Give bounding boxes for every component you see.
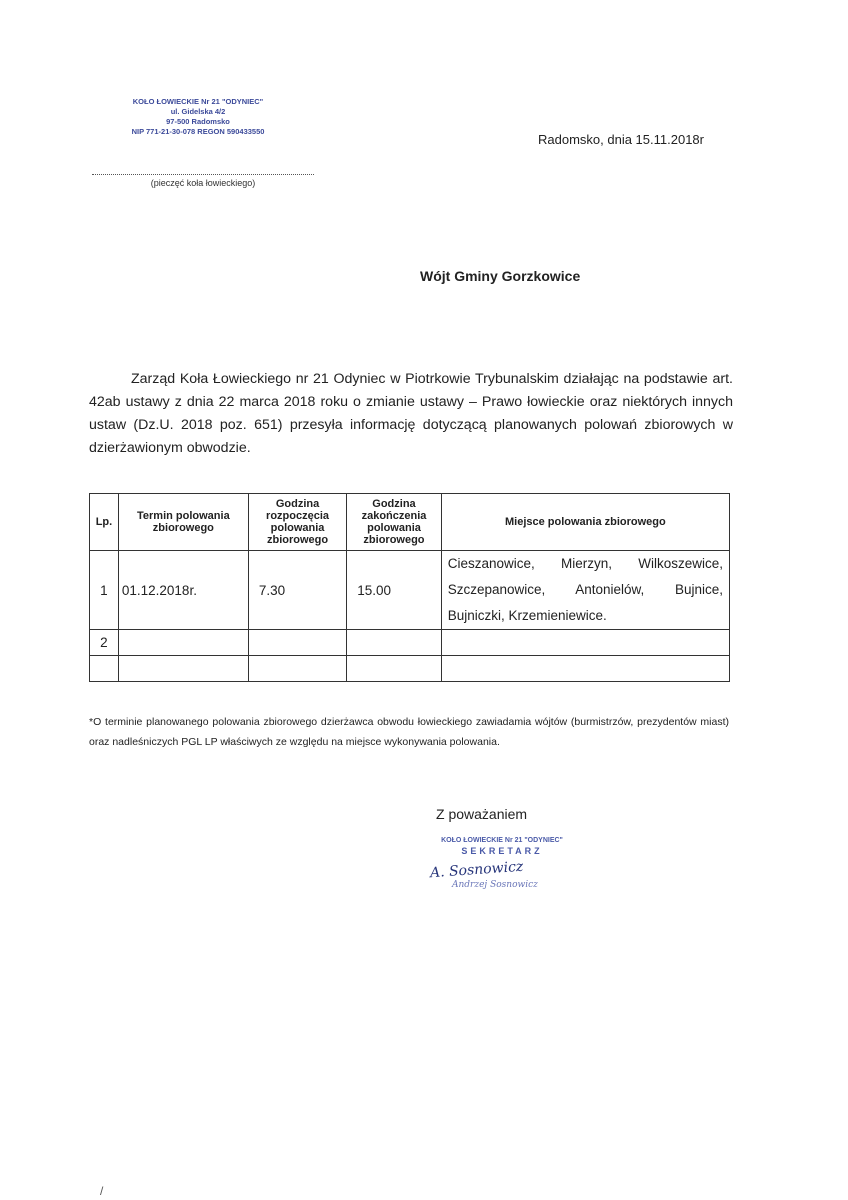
club-stamp-line: ul. Gidelska 4/2 — [170, 107, 226, 116]
secretary-stamp-org: KOŁO ŁOWIECKIE Nr 21 "ODYNIEC" — [441, 837, 563, 844]
header-start: Godzina rozpoczęcia polowania zbiorowego — [248, 494, 346, 551]
cell-place — [441, 656, 729, 682]
club-stamp-line: NIP 771-21-30-078 REGON 590433550 — [131, 127, 265, 136]
cell-lp — [90, 656, 119, 682]
cell-end: 15.00 — [347, 551, 442, 630]
secretary-stamp-role: SEKRETARZ — [461, 846, 543, 856]
cell-place: Cieszanowice, Mierzyn, Wilkoszewice, Szczepanowice, Antonielów, Bujnice, Bujniczki, Krzemieniewice. — [441, 551, 729, 630]
letter-body-text: Zarząd Koła Łowieckiego nr 21 Odyniec w Piotrkowie Trybunalskim działając na podstawie art. 42ab ustawy z dnia 22 marca 2018 roku o zmianie ustawy – Prawo łowieckie oraz niektórych innych ustaw (Dz.U. 2018 poz. 651) przesyła informację dotyczącą planowanych polowań zbiorowych w dzierżawionym obwodzie. — [89, 371, 733, 456]
club-stamp — [98, 97, 298, 137]
cell-term — [118, 656, 248, 682]
margin-mark: / — [100, 1184, 104, 1198]
stamp-caption: (pieczęć koła łowieckiego) — [150, 178, 256, 188]
addressee: Wójt Gminy Gorzkowice — [420, 268, 581, 284]
table-row — [90, 630, 730, 656]
table-row — [90, 656, 730, 682]
letter-body — [89, 368, 733, 460]
header-lp: Lp. — [90, 494, 119, 551]
cell-end — [347, 630, 442, 656]
club-stamp-line: KOŁO ŁOWIECKIE Nr 21 "ODYNIEC" — [132, 97, 264, 106]
cell-term — [118, 630, 248, 656]
header-term: Termin polowania zbiorowego — [118, 494, 248, 551]
club-stamp-line: 97-500 Radomsko — [166, 117, 230, 126]
handwritten-signature: A. Sosnowicz — [429, 858, 524, 882]
table-row — [90, 551, 730, 630]
secretary-stamp — [402, 836, 602, 856]
hunt-schedule-table — [89, 493, 730, 682]
stamp-dotted-line — [92, 174, 314, 175]
cell-lp: 1 — [90, 551, 119, 630]
table-header-row — [90, 494, 730, 551]
signatory-name: Andrzej Sosnowicz — [452, 880, 538, 890]
header-end: Godzina zakończenia polowania zbiorowego — [347, 494, 442, 551]
closing-greeting: Z poważaniem — [436, 806, 528, 822]
letter-date: Radomsko, dnia 15.11.2018r — [538, 132, 704, 147]
cell-lp: 2 — [90, 630, 119, 656]
cell-start — [248, 656, 346, 682]
cell-start — [248, 630, 346, 656]
footnote: *O terminie planowanego polowania zbiorowego dzierżawca obwodu łowieckiego zawiadamia wójtów (burmistrzów, prezydentów miast) oraz nadleśniczych PGL LP właściwych ze względu na miejsce wykonywania polowania. — [89, 716, 729, 748]
header-place: Miejsce polowania zbiorowego — [441, 494, 729, 551]
cell-term: 01.12.2018r. — [118, 551, 248, 630]
cell-place — [441, 630, 729, 656]
cell-start: 7.30 — [248, 551, 346, 630]
cell-end — [347, 656, 442, 682]
